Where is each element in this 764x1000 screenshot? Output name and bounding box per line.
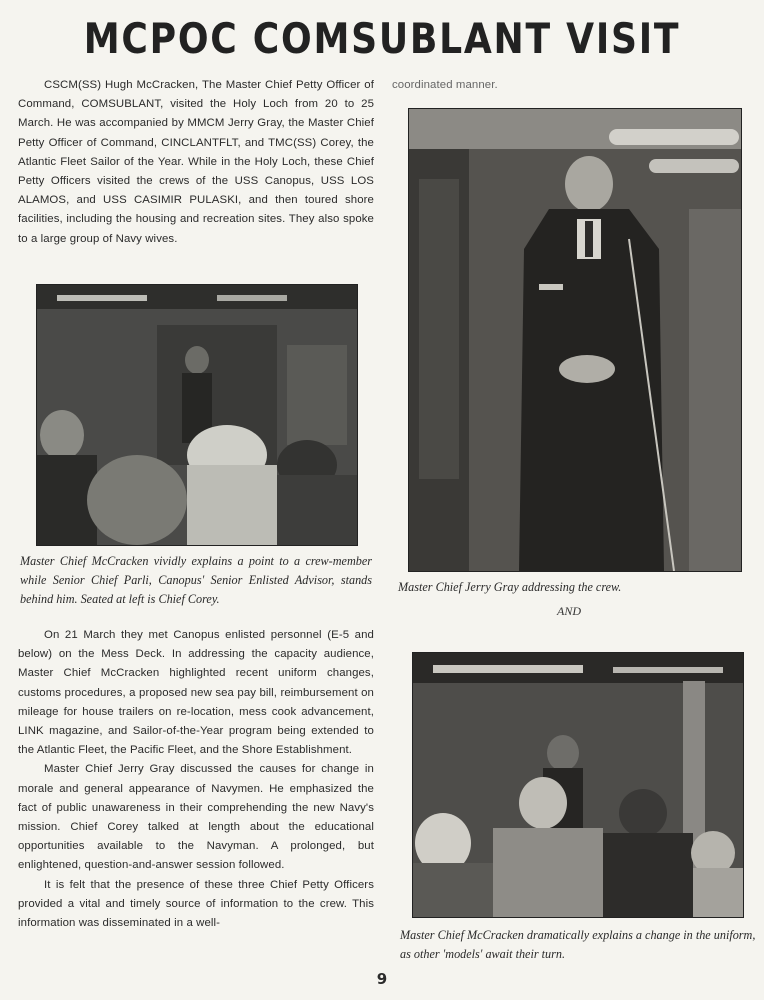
page-number: 9 [376,970,388,988]
article-paragraph-4: It is felt that the presence of these three Chief Petty Officers provided a vital and timely source of information to the crew. This information was disseminated in a well- [18,878,374,930]
page-title: MCPOC COMSUBLANT VISIT [83,14,681,63]
photo-2-image [409,109,741,571]
photo-3-image [413,653,743,917]
and-label: AND [557,604,581,618]
article-paragraph-2: On 21 March they met Canopus enlisted personnel (E-5 and below) on the Mess Deck. In addressing the capacity audience, Master Chief McCracken highlighted recent uniform changes, customs procedures, a proposed new sea pay bill, reimbursement on mileage for house trailers on re-location, mess cook advancement, LINK magazine, and Sailor-of-the-Year program being extended to the Atlantic Fleet, the Pacific Fleet, and the Shore Establishment. [18,629,374,757]
photo-mess-deck-audience [36,284,358,546]
article-continuation [392,76,752,95]
photo-uniform-models [412,652,744,918]
article-paragraph-4-continued: coordinated manner. [392,79,498,91]
article-paragraph-1: CSCM(SS) Hugh McCracken, The Master Chief Petty Officer of Command, COMSUBLANT, visited the Holy Loch from 20 to 25 March. He was accompanied by MMCM Jerry Gray, the Master Chief Petty Officer of Command, CINCLANTFLT, and TMC(SS) Corey, the Atlantic Fleet Sailor of the Year. While in the Holy Loch, these Chief Petty Officers visited the crews of the USS Canopus, USS LOS ALAMOS, and USS CASIMIR PULASKI, and then toured shore facilities, including the housing and recreation sites. They also spoke to a large group of Navy wives. [18,79,374,245]
article-body [18,626,374,933]
photo-2-caption: Master Chief Jerry Gray addressing the crew. [398,580,622,594]
photo-1-image [37,285,357,545]
article-paragraph-3: Master Chief Jerry Gray discussed the causes for change in morale and general appearance of Navymen. He emphasized the fact of public unawareness in their comprehending the new Navy's mission. Chief Corey talked at length about the educational opportunities available to the Navyman. A prolonged, but enlightened, question-and-answer session followed. [18,763,374,872]
photo-3-caption: Master Chief McCracken dramatically explains a change in the uniform, as other 'models' await their turn. [400,928,756,961]
article-intro [18,76,374,249]
photo-jerry-gray-addressing [408,108,742,572]
photo-1-caption: Master Chief McCracken vividly explains a point to a crew-member while Senior Chief Parli, Canopus' Senior Enlisted Advisor, stands behind him. Seated at left is Chief Corey. [20,554,372,606]
